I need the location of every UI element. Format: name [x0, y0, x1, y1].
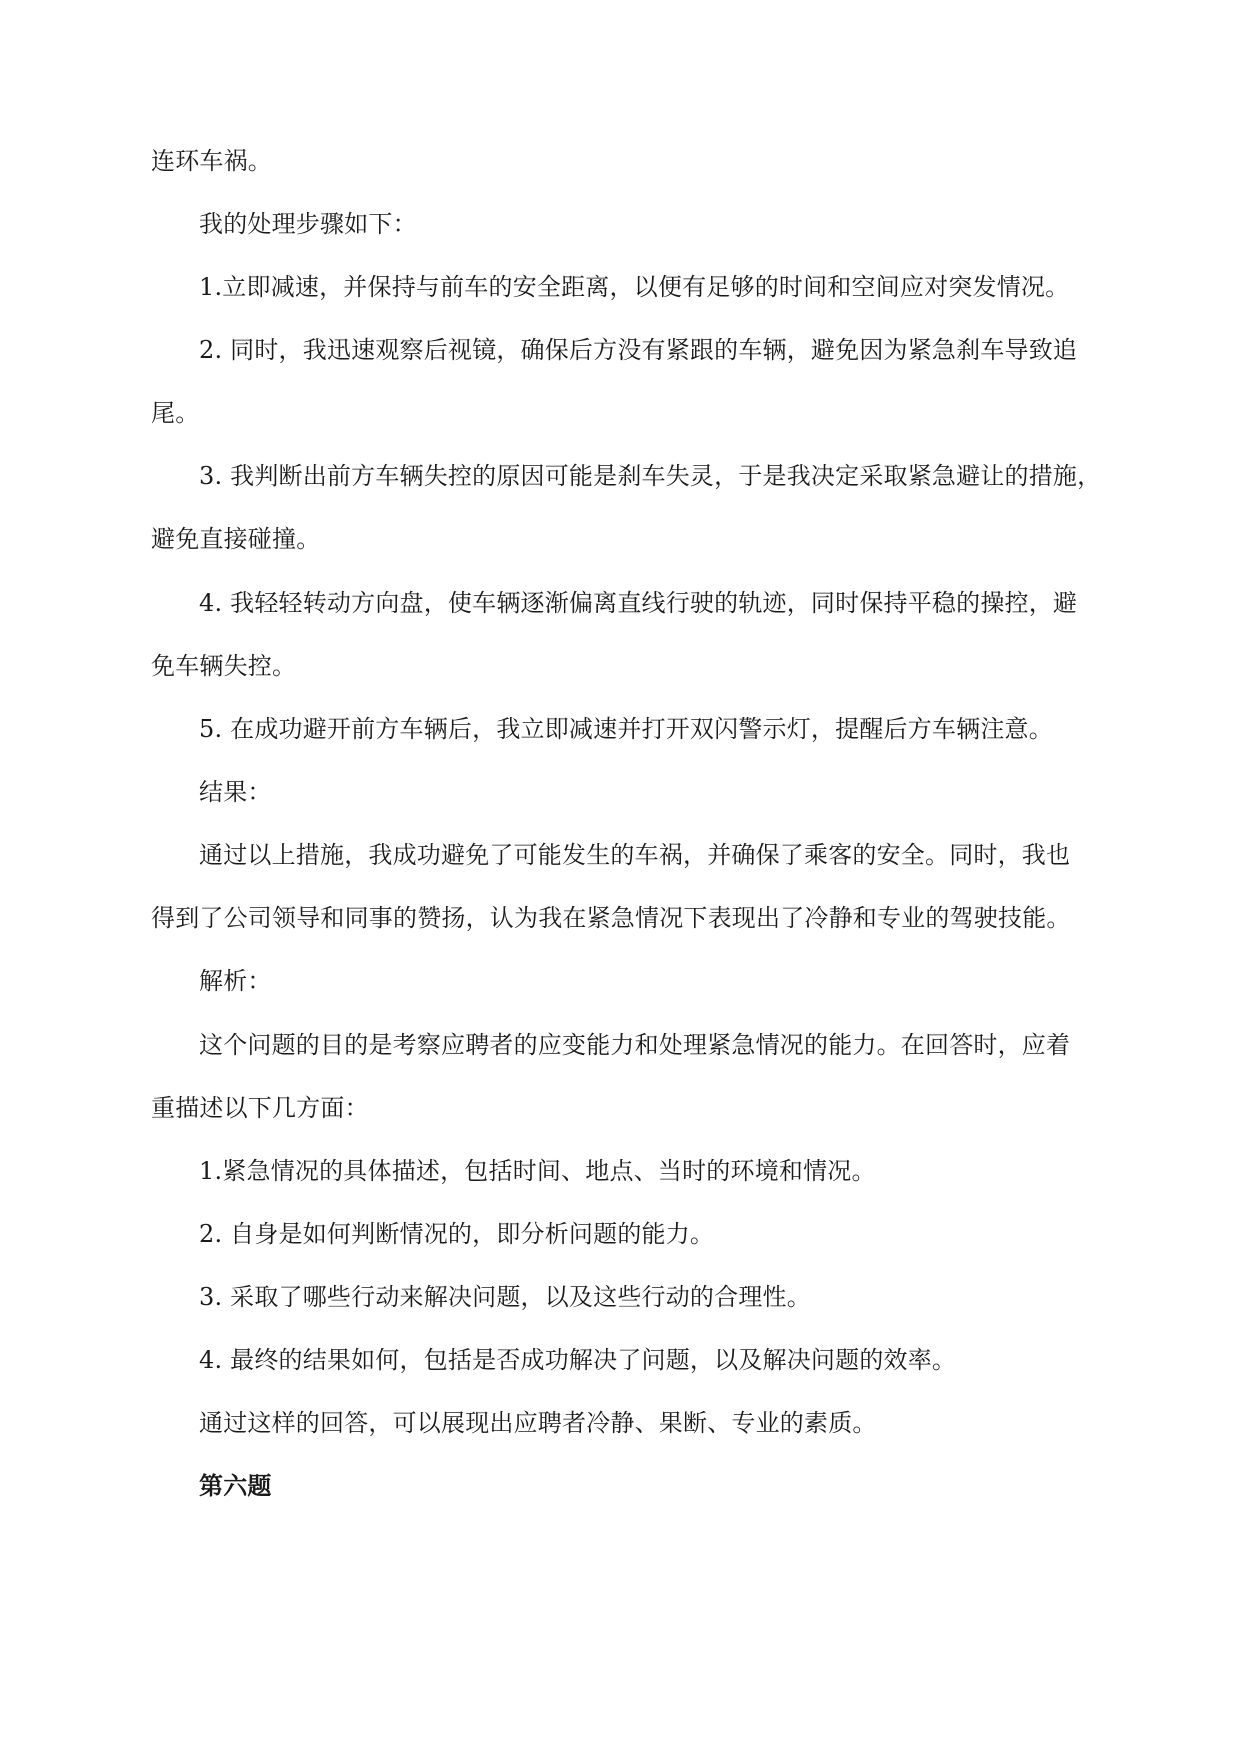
text-line: 通过以上措施，我成功避免了可能发生的车祸，并确保了乘客的安全。同时，我也 — [199, 841, 1071, 869]
section-label-result: 结果： — [199, 778, 272, 806]
text-line: 3. 我判断出前方车辆失控的原因可能是刹车失灵，于是我决定采取紧急避让的措施， — [199, 462, 1102, 490]
text-line: 尾。 — [151, 399, 200, 427]
text-line: 通过这样的回答，可以展现出应聘者冷静、果断、专业的素质。 — [199, 1409, 877, 1437]
text-line: 2. 同时，我迅速观察后视镜，确保后方没有紧跟的车辆，避免因为紧急刹车导致追 — [199, 336, 1078, 364]
text-line: 得到了公司领导和同事的赞扬，认为我在紧急情况下表现出了冷静和专业的驾驶技能。 — [151, 904, 1071, 932]
text-line: 避免直接碰撞。 — [151, 525, 321, 553]
text-line: 4. 我轻轻转动方向盘，使车辆逐渐偏离直线行驶的轨迹，同时保持平稳的操控，避 — [199, 589, 1078, 617]
section-heading: 第六题 — [199, 1471, 272, 1500]
text-line: 连环车祸。 — [151, 147, 272, 175]
text-line: 我的处理步骤如下： — [199, 210, 417, 238]
text-line: 5. 在成功避开前方车辆后，我立即减速并打开双闪警示灯，提醒后方车辆注意。 — [199, 715, 1053, 743]
text-line: 3. 采取了哪些行动来解决问题，以及这些行动的合理性。 — [199, 1283, 811, 1311]
text-line: 1.立即减速，并保持与前车的安全距离，以便有足够的时间和空间应对突发情况。 — [199, 273, 1070, 301]
text-line: 2. 自身是如何判断情况的，即分析问题的能力。 — [199, 1220, 715, 1248]
text-line: 1.紧急情况的具体描述，包括时间、地点、当时的环境和情况。 — [199, 1157, 876, 1185]
text-line: 4. 最终的结果如何，包括是否成功解决了问题，以及解决问题的效率。 — [199, 1346, 957, 1374]
text-line: 重描述以下几方面： — [151, 1094, 369, 1122]
text-line: 这个问题的目的是考察应聘者的应变能力和处理紧急情况的能力。在回答时，应着 — [199, 1031, 1071, 1059]
section-label-analysis: 解析： — [199, 967, 272, 995]
text-line: 免车辆失控。 — [151, 652, 297, 680]
